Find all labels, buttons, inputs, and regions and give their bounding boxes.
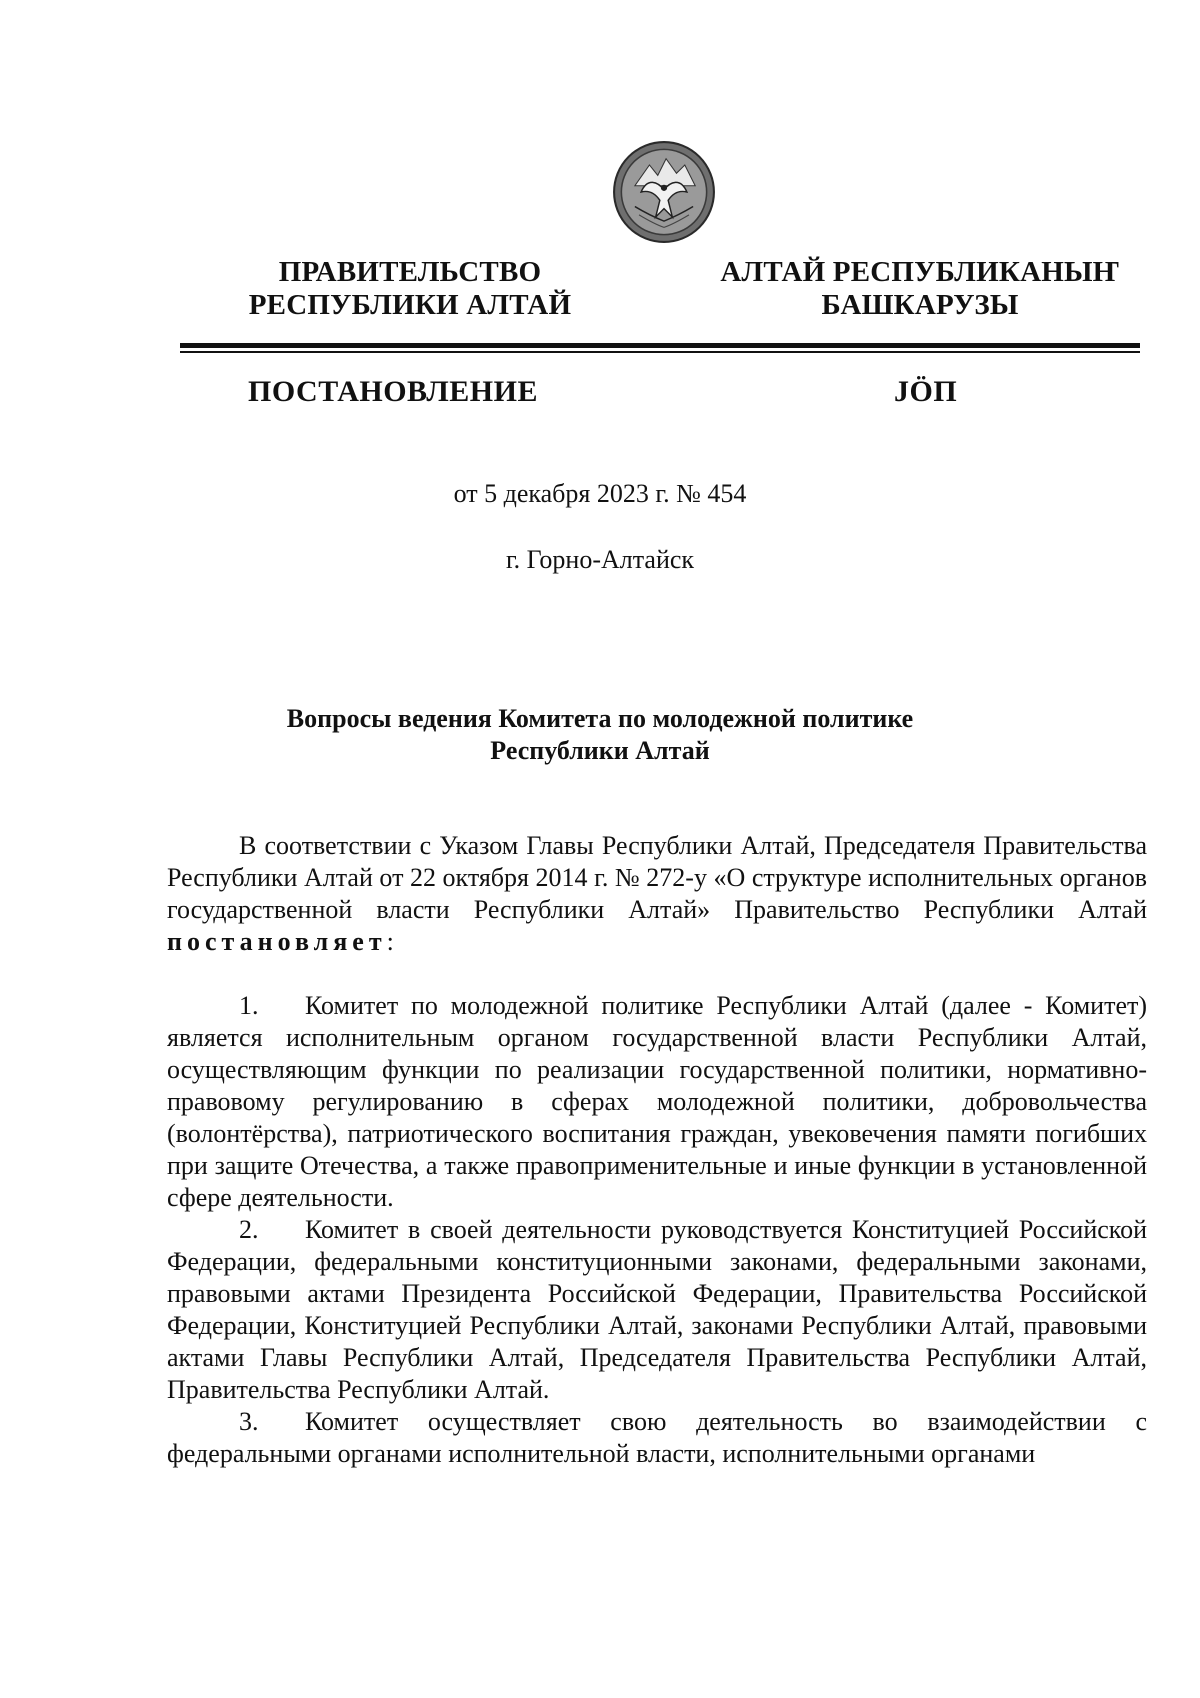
header-left-line1: ПРАВИТЕЛЬСТВО xyxy=(278,256,542,288)
decree-title-ru: ПОСТАНОВЛЕНИЕ xyxy=(248,375,538,408)
list-item-text: Комитет в своей деятельности руководствуется Конституцией Российской Федерации, федеральными конституционными законами, федеральными законами, правовыми актами Президента Российской Федерации, Правительства Российской Федерации, Конституцией Республики Алтай, законами Республики Алтай, правовыми актами Главы Республики Алтай, Председателя Правительства Республики Алтай, Правительства Республики Алтай. xyxy=(167,1215,1147,1404)
list-item xyxy=(167,990,1147,1214)
preamble-text: В соответствии с Указом Главы Республики Алтай, Председателя Правительства Республики Алтай от 22 октября 2014 г. № 272-у «О структуре исполнительных органов государственной власти Республики Алтай» Правительство Республики Алтай xyxy=(167,831,1147,924)
list-item-number: 3. xyxy=(239,1407,259,1436)
altai-coat-of-arms-icon xyxy=(612,140,716,244)
list-item xyxy=(167,1214,1147,1406)
list-item-number: 1. xyxy=(239,991,259,1020)
document-title xyxy=(0,703,1200,767)
header-right-line2: БАШКАРУЗЫ xyxy=(821,289,1019,321)
list-item-number: 2. xyxy=(239,1215,259,1244)
header-left xyxy=(220,256,600,322)
list-item-text: Комитет осуществляет свою деятельность во взаимодействии с федеральными органами исполнительной власти, исполнительными органами xyxy=(167,1407,1147,1468)
decree-city: г. Горно-Алтайск xyxy=(505,545,695,574)
preamble-paragraph xyxy=(167,830,1147,958)
header-right xyxy=(720,256,1120,322)
decree-title-alt: JӦП xyxy=(894,375,958,408)
header-right-line1: АЛТАЙ РЕСПУБЛИКАНЫҤ xyxy=(720,256,1120,288)
preamble-tail: : xyxy=(386,927,394,956)
list-item-text: Комитет по молодежной политике Республики Алтай (далее - Комитет) является исполнительным органом государственной власти Республики Алтай, осуществляющим функции по реализации государственной политики, нормативно-правовому регулированию в сферах молодежной политики, добровольчества (волонтёрства), патриотического воспитания граждан, увековечения памяти погибших при защите Отечества, а также правоприменительные и иные функции в установленной сфере деятельности. xyxy=(167,991,1147,1212)
header-divider-thin xyxy=(180,351,1140,353)
header-left-line2: РЕСПУБЛИКИ АЛТАЙ xyxy=(248,289,572,321)
preamble-keyword: постановляет xyxy=(167,927,387,956)
document-title-line2: Республики Алтай xyxy=(490,736,710,765)
header-divider-thick xyxy=(180,343,1140,348)
list-item xyxy=(167,1406,1147,1470)
document-body xyxy=(167,830,1147,1470)
document-title-line1: Вопросы ведения Комитета по молодежной политике xyxy=(286,704,914,733)
decree-date-number: от 5 декабря 2023 г. № 454 xyxy=(453,479,747,508)
